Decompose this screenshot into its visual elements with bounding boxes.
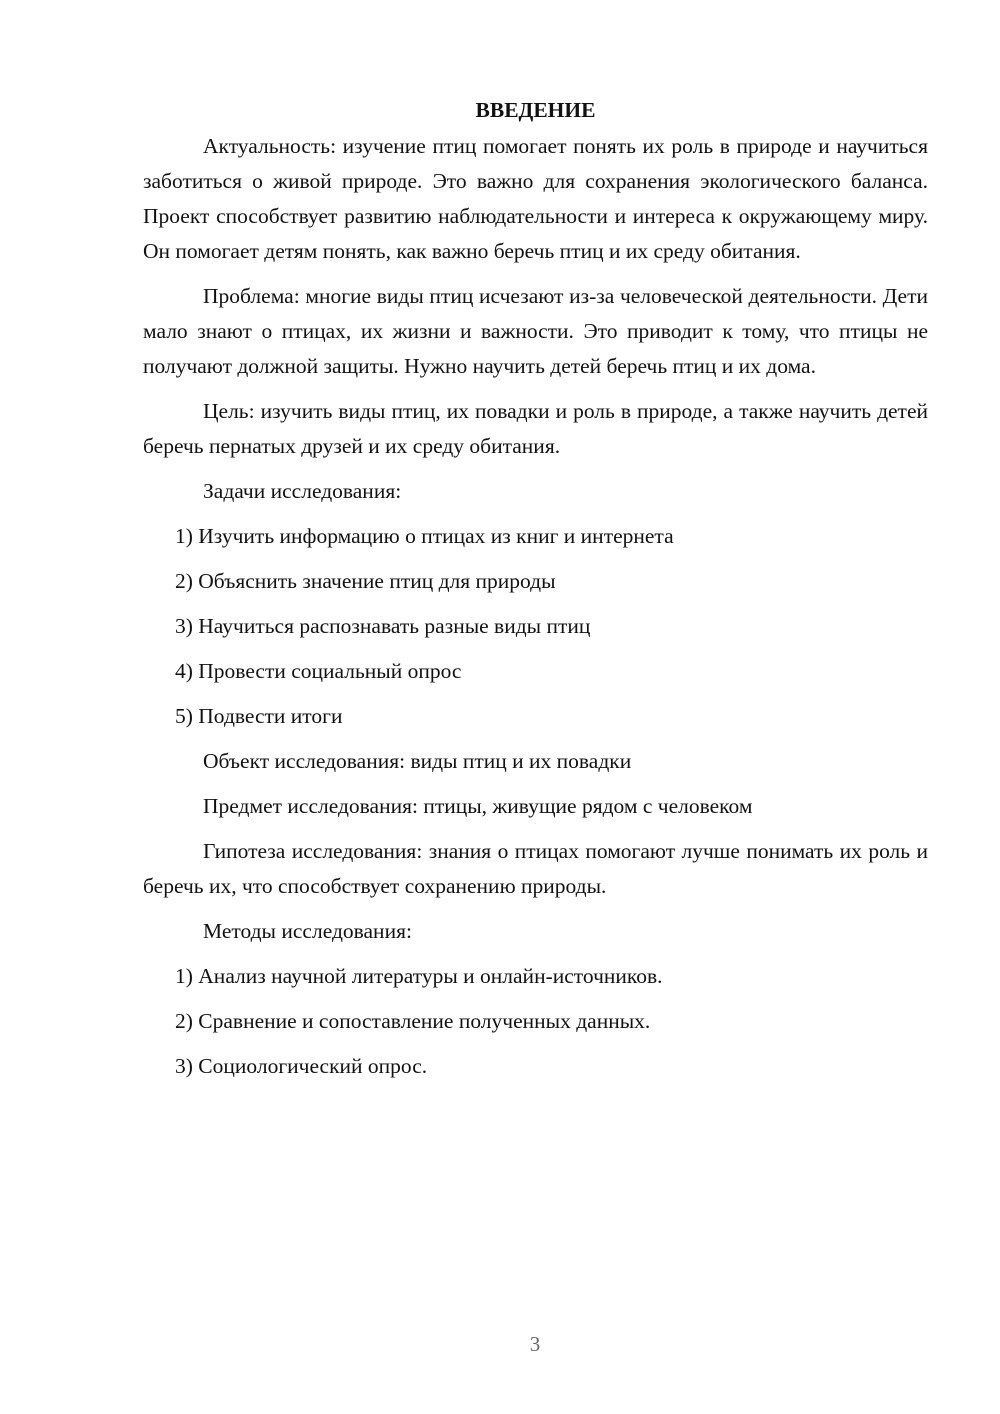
subject-paragraph: Предмет исследования: птицы, живущие рядом с человеком — [203, 794, 753, 818]
task-item-1: 1) Изучить информацию о птицах из книг и интернета — [175, 524, 674, 548]
goal-paragraph: Цель: изучить виды птиц, их повадки и роль в природе, а также научить детей беречь пернатых друзей и их среду обитания. — [143, 399, 928, 458]
page-number: 3 — [529, 1332, 541, 1356]
method-item-2: 2) Сравнение и сопоставление полученных данных. — [175, 1009, 651, 1033]
tasks-heading: Задачи исследования: — [203, 479, 402, 503]
method-item-1: 1) Анализ научной литературы и онлайн-источников. — [175, 964, 663, 988]
page-content — [143, 92, 928, 1094]
section-title: ВВЕДЕНИЕ — [475, 98, 596, 122]
object-paragraph: Объект исследования: виды птиц и их повадки — [203, 749, 632, 773]
methods-heading: Методы исследования: — [203, 919, 412, 943]
task-item-5: 5) Подвести итоги — [175, 704, 343, 728]
problem-paragraph: Проблема: многие виды птиц исчезают из-за человеческой деятельности. Дети мало знают о птицах, их жизни и важности. Это приводит к тому, что птицы не получают должной защиты. Нужно научить детей беречь птиц и их дома. — [143, 284, 928, 378]
method-item-3: 3) Социологический опрос. — [175, 1054, 428, 1078]
relevance-paragraph: Актуальность: изучение птиц помогает понять их роль в природе и научиться заботиться о живой природе. Это важно для сохранения экологического баланса. Проект способствует развитию наблюдательности и интереса к окружающему миру. Он помогает детям понять, как важно беречь птиц и их среду обитания. — [143, 134, 928, 263]
task-item-2: 2) Объяснить значение птиц для природы — [175, 569, 556, 593]
task-item-3: 3) Научиться распознавать разные виды птиц — [175, 614, 591, 638]
hypothesis-paragraph: Гипотеза исследования: знания о птицах помогают лучше понимать их роль и беречь их, что способствует сохранению природы. — [143, 839, 928, 898]
task-item-4: 4) Провести социальный опрос — [175, 659, 462, 683]
